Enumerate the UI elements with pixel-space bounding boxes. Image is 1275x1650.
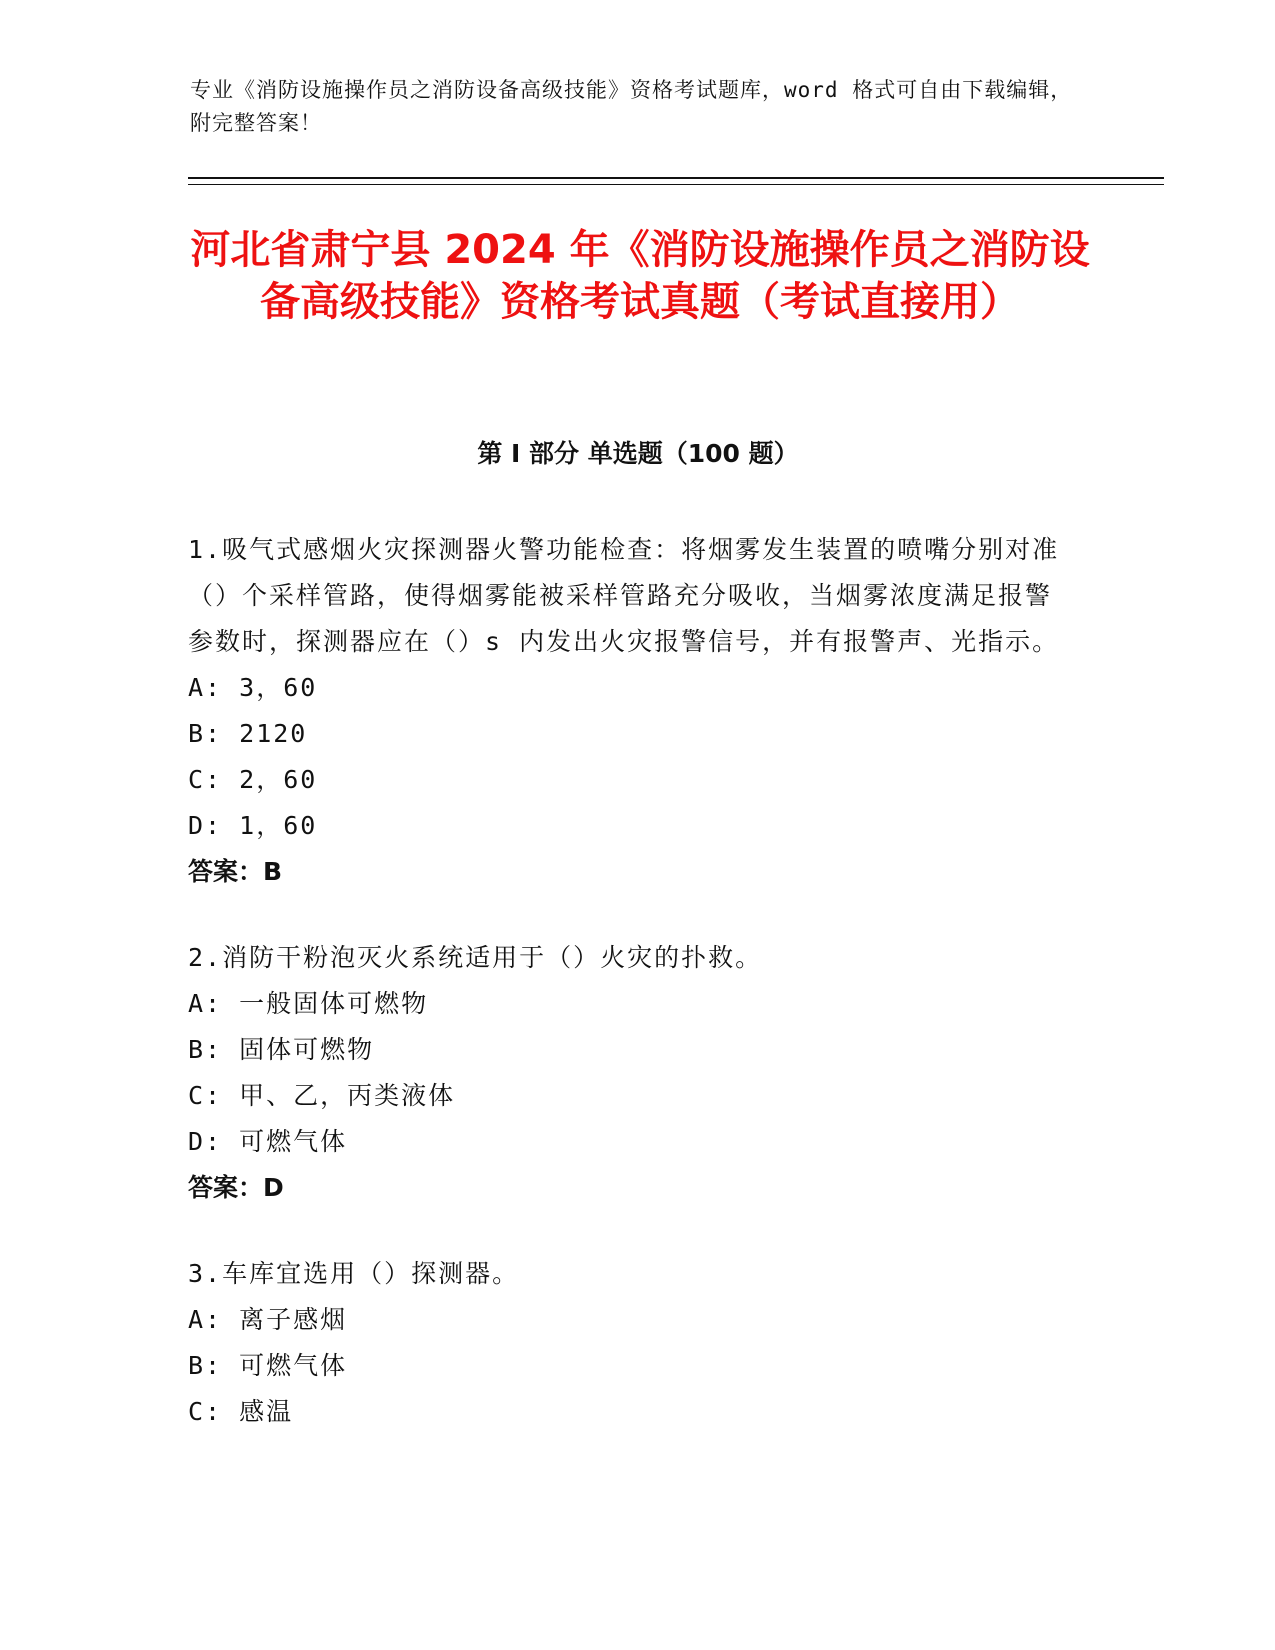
- question-2: [188, 935, 1078, 1211]
- option-a: A: 3，60: [188, 673, 318, 702]
- option-c: C: 感温: [188, 1397, 294, 1426]
- question-1: [188, 527, 1078, 895]
- header-divider-thin: [188, 184, 1164, 185]
- answer: 答案：D: [188, 1173, 284, 1202]
- question-3: [188, 1251, 1078, 1435]
- option-b: B: 固体可燃物: [188, 1035, 375, 1064]
- option-c: C: 甲、乙，丙类液体: [188, 1081, 456, 1110]
- question-text: 3.车库宜选用（）探测器。: [188, 1259, 520, 1288]
- question-text: 2.消防干粉泡灭火系统适用于（）火灾的扑救。: [188, 943, 763, 972]
- document-title: 河北省肃宁县 2024 年《消防设施操作员之消防设备高级技能》资格考试真题（考试直接用）: [190, 227, 1090, 325]
- question-text: 1.吸气式感烟火灾探测器火警功能检查：将烟雾发生装置的喷嘴分别对准（）个采样管路，使得烟雾能被采样管路充分吸收，当烟雾浓度满足报警参数时，探测器应在（）s 内发出火灾报警信号，并有报警声、光指示。: [188, 535, 1060, 656]
- section-title: 第 I 部分 单选题（100 题）: [477, 439, 799, 468]
- option-a: A: 一般固体可燃物: [188, 989, 429, 1018]
- answer: 答案：B: [188, 857, 283, 886]
- option-c: C: 2，60: [188, 765, 318, 794]
- option-b: B: 可燃气体: [188, 1351, 348, 1380]
- option-b: B: 2120: [188, 719, 308, 748]
- option-a: A: 离子感烟: [188, 1305, 348, 1334]
- option-d: D: 1，60: [188, 811, 318, 840]
- question-list: [188, 527, 1078, 1475]
- option-d: D: 可燃气体: [188, 1127, 348, 1156]
- header-note: 专业《消防设施操作员之消防设备高级技能》资格考试题库，word 格式可自由下载编辑，附完整答案！: [190, 78, 1073, 135]
- header-divider-thick: [188, 177, 1164, 179]
